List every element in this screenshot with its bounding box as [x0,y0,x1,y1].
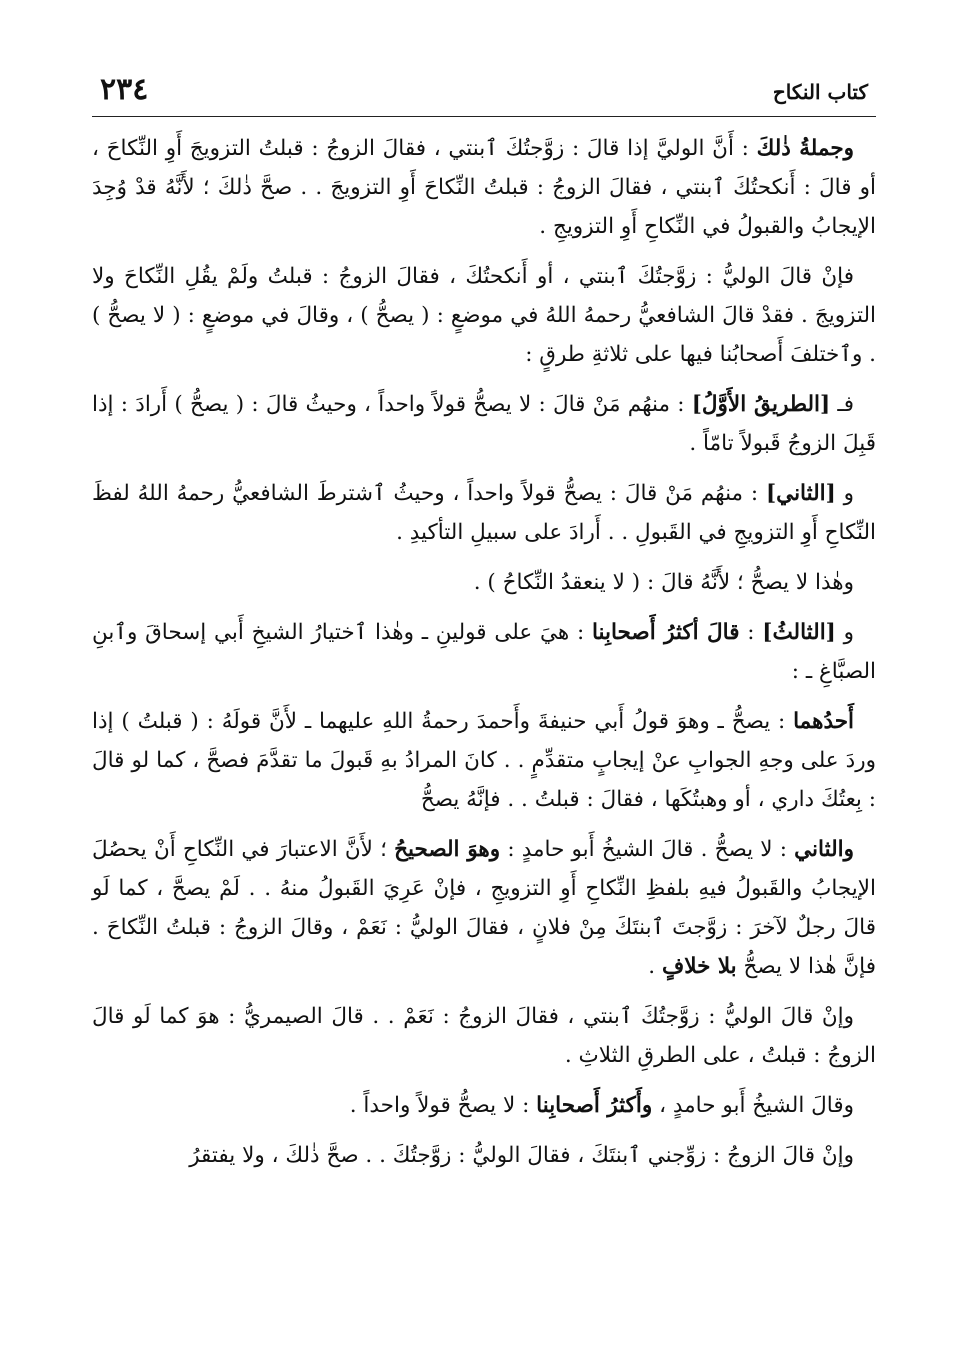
running-title: كتاب النكاح [772,80,868,104]
book-page [92,62,876,1312]
paragraph [92,1086,876,1125]
paragraph [92,997,876,1075]
paragraph [92,830,876,986]
paragraph [92,1136,876,1175]
text-run: : يصحُّ ـ وهوَ قولُ أَبي حنيفةَ وأَحمدَ رحمةُ اللهِ عليهما ـ لأَنَّ قولَهُ : ( قبلتُ ) إذا وردَ على وجهِ الجوابِ عنْ إيجابٍ متقدِّمٍ . . كانَ المرادُ بهِ قَبولَ ما تقدَّمَ فصحَّ ، كما لو قالَ : بِعتُكَ داري ، أو وهبتُكَها ، فقالَ : قبلتُ . . فإنَّهُ يصحُّ [92,709,876,812]
bold-term: [الطريقُ الأَوَّلُ] [691,392,831,417]
bold-term: [الثالثُ] [762,620,836,645]
paragraph [92,385,876,463]
text-run: وإنْ قالَ الوليُّ : زوَّجتُكَ ٱبنتي ، فقالَ الزوجُ : نَعَمْ . . قالَ الصيمريُّ : هوَ كما لَو قالَ الزوجُ : قبلتُ ، على الطرقِ الثلاثِ . [92,1004,876,1068]
text-run: و [835,481,855,506]
text-run: وهٰذا لا يصحُّ ؛ لأَنَّهُ قالَ : ( لا ينعقدُ النِّكاحُ ) . [473,570,854,595]
bold-term: وجملةُ ذٰلكَ [756,136,854,161]
page-number: ٢٣٤ [100,72,149,107]
text-run: . [648,954,662,979]
text-run: ؛ لأَنَّ الاعتبارَ في النِّكاحِ أَنْ يحصُلَ الإيجابُ والقَبولُ فيهِ بلفظِ النِّكاحِ أَوِ التزويجِ ، فإنْ عَرِيَ القَبولُ منهُ . . لَمْ يصحَّ ، كما لَو قالَ رجلٌ لآخرَ : زوَّجتَ ٱبنتَكَ مِنْ فلانٍ ، فقالَ الوليُّ : نَعَمْ ، وقالَ الزوجُ : قبلتُ النِّكاحَ . فإنَّ هٰذا لا يصحُّ [92,837,876,979]
text-run: : منهُم مَنْ قالَ : يصحُّ قولاً واحداً ، وحيثُ ٱشترطَ الشافعيُّ رحمهُ اللهُ لفظَ النِّكاحِ أَوِ التزويجِ في القَبولِ . . أَرادَ على سبيلِ التأكيدِ . [92,481,876,545]
bold-term: قالَ أكثرُ أَصحابِنا [591,620,740,645]
bold-term: وهوَ الصحيحُ [394,837,501,862]
text-run: وإنْ قالَ الزوجُ : زوِّجني ٱبنتَكَ ، فقالَ الوليُّ : زوَّجتُكَ . . صحَّ ذٰلكَ ، ولا يفتقرُ [189,1143,854,1168]
bold-term: [الثاني] [765,481,836,506]
text-run: و [835,620,854,645]
page-header [92,62,876,117]
text-run: : أَنَّ الوليَّ إذا قالَ : زوَّجتُكَ ٱبنتي ، فقالَ الزوجُ : قبلتُ التزويجَ أَوِ النِّكاحَ ، أو قالَ : أَنكحتُكَ ٱبنتي ، فقالَ الزوجُ : قبلتُ النِّكاحَ أَوِ التزويجَ . . صحَّ ذٰلكَ ؛ لأَنَّهُ قدْ وُجِدَ الإيجابُ والقبولُ في النِّكاحِ أَوِ التزويجِ . [92,136,876,239]
text-run: : هيَ على قولينِ ـ وهٰذا ٱختيارُ الشيخِ أَبي إسحاقَ وٱبنِ الصبَّاغِ ـ : [92,620,876,684]
page-body [92,129,876,1175]
bold-term: بلا خلافٍ [661,954,737,979]
paragraph [92,613,876,691]
text-run: : منهُم مَنْ قالَ : لا يصحُّ قولاً واحداً ، وحيثُ قالَ : ( يصحُّ ) أَرادَ : إذا قَبِلَ الزوجُ قَبولاً تامّاً . [92,392,876,456]
bold-term: وأَكثرُ أَصحابِنا [536,1093,653,1118]
text-run: : لا يصحُّ قولاً واحداً . [349,1093,537,1118]
bold-term: والثاني [794,837,854,862]
bold-term: أَحدُهما [793,709,854,734]
paragraph [92,474,876,552]
text-run: وقالَ الشيخُ أَبو حامدٍ ، [652,1093,854,1118]
paragraph [92,257,876,374]
text-run: فإنْ قالَ الوليُّ : زوَّجتُكَ ٱبنتي ، أو أَنكحتُكَ ، فقالَ الزوجُ : قبلتُ ولَمْ يقُلِ النِّكاحَ ولا التزويجَ . فقدْ قالَ الشافعيُّ رحمهُ اللهُ في موضعٍ : ( يصحُّ ) ، وقالَ في موضعٍ : ( لا يصحُّ ) . وٱختلفَ أَصحابُنا فيها على ثلاثةِ طرقٍ : [92,264,876,367]
text-run: : لا يصحُّ . قالَ الشيخُ أَبو حامدٍ : [500,837,795,862]
paragraph [92,129,876,246]
text-run: فـ [830,392,854,417]
text-run: : [739,620,763,645]
paragraph [92,563,876,602]
paragraph [92,702,876,819]
